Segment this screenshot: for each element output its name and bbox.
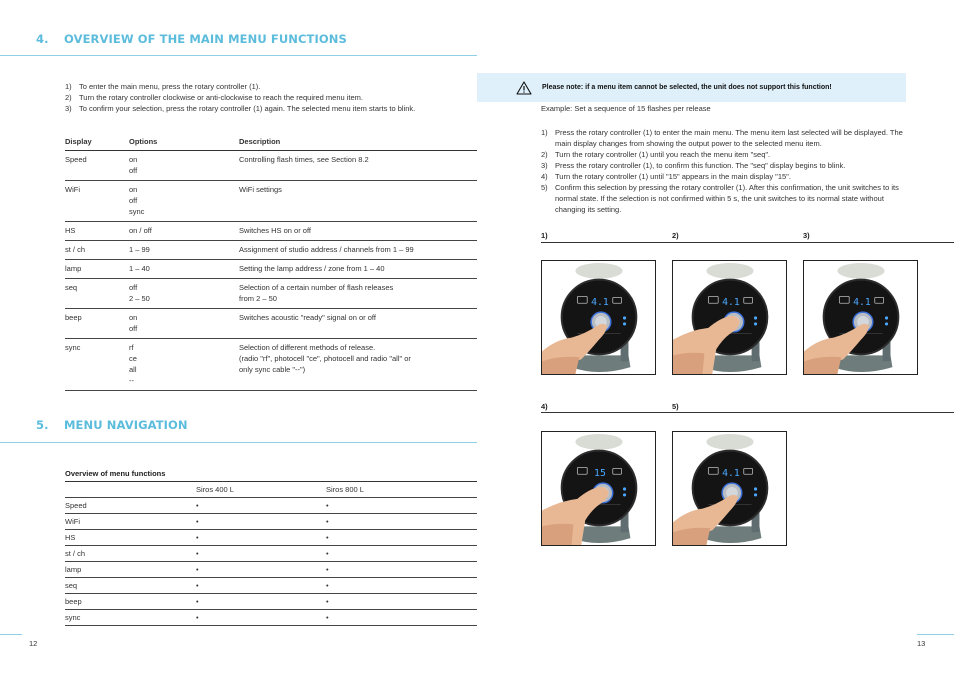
photo-label-4: 4) xyxy=(541,402,548,411)
cell-display: st / ch xyxy=(65,244,86,254)
section-5-heading xyxy=(36,418,188,432)
table-header-row xyxy=(65,482,477,498)
section-5-rule xyxy=(0,442,477,443)
intro-steps xyxy=(65,81,445,114)
ov-col-400: Siros 400 L xyxy=(196,485,234,494)
table-row xyxy=(65,259,477,278)
table-row xyxy=(65,594,477,610)
table-row xyxy=(65,240,477,259)
cell-function: seq xyxy=(65,581,78,590)
menu-functions-table xyxy=(65,137,477,391)
cell-display: HS xyxy=(65,225,76,235)
led-display: 15 xyxy=(594,468,606,480)
cell-function: HS xyxy=(65,533,76,542)
photo-row-1-rule xyxy=(541,242,954,243)
table-row xyxy=(65,530,477,546)
cell-display: seq xyxy=(65,282,78,292)
photo-step-4 xyxy=(541,431,656,546)
photo-label-1: 1) xyxy=(541,231,548,240)
cell-description: Selection of different methods of release. (radio "rf", photocell "ce", photocell and radio "all" or only sync cable "--") xyxy=(239,342,411,374)
led-display: 4.1 xyxy=(591,297,609,309)
cell-siros-800: • xyxy=(326,533,329,542)
table-row xyxy=(65,180,477,221)
cell-siros-800: • xyxy=(326,517,329,526)
note-text: Please note: if a menu item cannot be selected, the unit does not support this function! xyxy=(542,84,832,91)
cell-siros-400: • xyxy=(196,501,199,510)
cell-siros-800: • xyxy=(326,501,329,510)
photo-row-2-rule xyxy=(541,412,954,413)
cell-function: lamp xyxy=(65,565,82,574)
cell-function: beep xyxy=(65,597,82,606)
cell-options: on off xyxy=(129,154,138,175)
cell-options: 1 – 40 xyxy=(129,263,150,273)
cell-function: sync xyxy=(65,613,81,622)
cell-options: rf ce all -- xyxy=(129,342,137,385)
cell-description: WiFi settings xyxy=(239,184,282,194)
table-row xyxy=(65,338,477,390)
cell-display: beep xyxy=(65,312,82,322)
list-item: 2) Turn the rotary controller (1) until you reach the menu item "seq". xyxy=(541,150,771,159)
cell-options: on off sync xyxy=(129,184,145,216)
table-row xyxy=(65,546,477,562)
note-box xyxy=(477,73,906,102)
photo-label-2: 2) xyxy=(672,231,679,240)
overview-title: Overview of menu functions xyxy=(65,469,166,478)
cell-function: WiFi xyxy=(65,517,80,526)
cell-display: sync xyxy=(65,342,81,352)
photo-step-1 xyxy=(541,260,656,375)
table-row xyxy=(65,278,477,308)
col-options: Options xyxy=(129,137,158,146)
cell-function: Speed xyxy=(65,501,87,510)
list-item: 4) Turn the rotary controller (1) until "15" appears in the main display "15". xyxy=(541,172,791,181)
cell-options: on / off xyxy=(129,225,152,235)
table-row xyxy=(65,562,477,578)
table-row xyxy=(65,150,477,180)
cell-function: st / ch xyxy=(65,549,86,558)
led-display: 4.1 xyxy=(722,468,740,480)
cell-siros-400: • xyxy=(196,581,199,590)
cell-siros-800: • xyxy=(326,565,329,574)
cell-display: WiFi xyxy=(65,184,80,194)
list-item: 1) Press the rotary controller (1) to enter the main menu. The menu item last selected will be displayed. The main display changes from showing the output power to the selected menu item. xyxy=(541,128,903,148)
cell-siros-800: • xyxy=(326,613,329,622)
warning-icon xyxy=(516,81,532,95)
table-row xyxy=(65,514,477,530)
cell-description: Assignment of studio address / channels from 1 – 99 xyxy=(239,244,414,254)
col-display: Display xyxy=(65,137,92,146)
section-4-rule xyxy=(0,55,477,56)
ov-col-empty xyxy=(65,482,196,498)
cell-description: Controlling flash times, see Section 8.2 xyxy=(239,154,369,164)
cell-siros-800: • xyxy=(326,581,329,590)
col-description: Description xyxy=(239,137,281,146)
page-number-right: 13 xyxy=(917,639,926,648)
table-row xyxy=(65,308,477,338)
ov-col-800: Siros 800 L xyxy=(326,485,364,494)
cell-options: 1 – 99 xyxy=(129,244,150,254)
section-4-number: 4. xyxy=(36,32,49,46)
cell-siros-400: • xyxy=(196,549,199,558)
example-text: Example: Set a sequence of 15 flashes per release xyxy=(541,104,711,113)
list-item: 3) To confirm your selection, press the rotary controller (1) again. The selected menu item starts to blink. xyxy=(65,104,416,113)
cell-siros-400: • xyxy=(196,517,199,526)
photo-label-3: 3) xyxy=(803,231,810,240)
procedure-steps xyxy=(541,127,907,215)
table-row xyxy=(65,578,477,594)
cell-siros-400: • xyxy=(196,565,199,574)
list-item: 3) Press the rotary controller (1), to confirm this function. The "seq" display begins to blink. xyxy=(541,161,846,170)
list-item: 1) To enter the main menu, press the rotary controller (1). xyxy=(65,82,261,91)
section-5-number: 5. xyxy=(36,418,49,432)
cell-description: Selection of a certain number of flash releases from 2 – 50 xyxy=(239,282,394,303)
cell-siros-800: • xyxy=(326,597,329,606)
footer-rule-right xyxy=(917,634,954,635)
cell-display: Speed xyxy=(65,154,87,164)
led-display: 4.1 xyxy=(722,297,740,309)
list-item: 2) Turn the rotary controller clockwise or anti-clockwise to reach the required menu item. xyxy=(65,93,364,102)
table-row xyxy=(65,610,477,626)
cell-siros-400: • xyxy=(196,533,199,542)
page-number-left: 12 xyxy=(29,639,38,648)
photo-step-2 xyxy=(672,260,787,375)
section-4-title: OVERVIEW OF THE MAIN MENU FUNCTIONS xyxy=(64,32,347,46)
cell-description: Setting the lamp address / zone from 1 – 40 xyxy=(239,263,385,273)
cell-options: on off xyxy=(129,312,138,333)
table-row xyxy=(65,221,477,240)
table-row xyxy=(65,498,477,514)
table-header-row xyxy=(65,137,477,150)
section-5-title: MENU NAVIGATION xyxy=(64,418,188,432)
cell-siros-800: • xyxy=(326,549,329,558)
section-4-heading xyxy=(36,32,347,46)
led-display: 4.1 xyxy=(853,297,871,309)
photo-step-3 xyxy=(803,260,918,375)
overview-table xyxy=(65,481,477,626)
cell-display: lamp xyxy=(65,263,82,273)
list-item: 5) Confirm this selection by pressing the rotary controller (1). After this confirmation, the unit switches to its normal state. If the selection is not confirmed within 5 s, the unit switches to its normal state without changing its setting. xyxy=(541,183,899,214)
cell-description: Switches HS on or off xyxy=(239,225,311,235)
photo-step-5 xyxy=(672,431,787,546)
cell-options: off 2 – 50 xyxy=(129,282,150,303)
cell-siros-400: • xyxy=(196,613,199,622)
cell-description: Switches acoustic "ready" signal on or off xyxy=(239,312,376,322)
cell-siros-400: • xyxy=(196,597,199,606)
footer-rule-left xyxy=(0,634,22,635)
photo-label-5: 5) xyxy=(672,402,679,411)
